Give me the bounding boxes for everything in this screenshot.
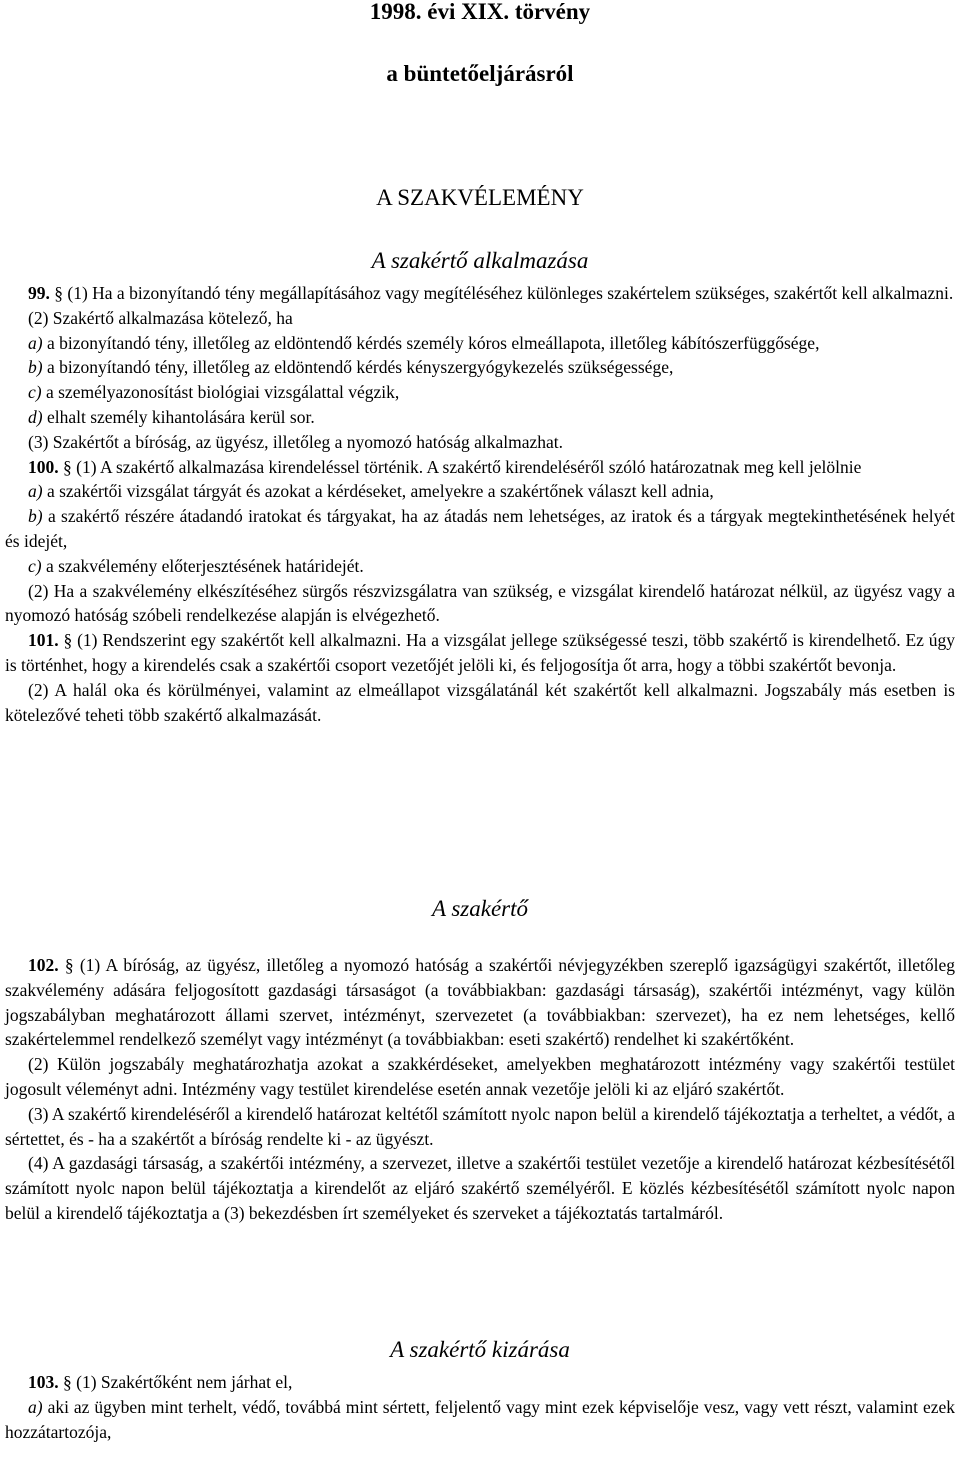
point-100-c: c) a szakvélemény előterjesztésének határidejét. xyxy=(28,555,364,576)
point-99-a: a) a bizonyítandó tény, illetőleg az eldöntendő kérdés személy kóros elmeállapota, illetőleg kábítószerfüggősége, xyxy=(28,332,820,353)
paragraph-103-1: 103. § (1) Szakértőként nem járhat el, xyxy=(28,1372,293,1392)
paragraph-99-3: (3) Szakértőt a bíróság, az ügyész, illetőleg a nyomozó hatóság alkalmazhat. xyxy=(28,431,564,452)
paragraph-100-1: 100. § (1) A szakértő alkalmazása kirendeléssel történik. A szakértő kirendeléséről szóló határozatnak meg kell jelölnie xyxy=(28,456,862,477)
section-title-szakerto-alkalmazasa: A szakértő alkalmazása xyxy=(371,248,589,273)
point-99-c: c) a személyazonosítást biológiai vizsgálattal végzik, xyxy=(28,382,400,403)
point-99-b: b) a bizonyítandó tény, illetőleg az eldöntendő kérdés kényszergyógykezelés szükségessége, xyxy=(28,357,674,378)
paragraph-101-1: 101. § (1) Rendszerint egy szakértőt kell alkalmazni. Ha a vizsgálat jellege szükségessé teszi, több szakértő is kirendelhető. Ez úgy is történhet, hogy a kirendelés csak a szakértői csoport vezetőjét jelöli ki, és feljogosítja őt arra, hogy a többi szakértőt bevonja. xyxy=(5,630,955,675)
law-subtitle: a büntetőeljárásról xyxy=(386,61,574,86)
part-title: A SZAKVÉLEMÉNY xyxy=(376,185,584,210)
paragraph-101-2: (2) A halál oka és körülményei, valamint az elmeállapot vizsgálatánál két szakértőt kell alkalmazni. Jogszabály más esetben is kötelezővé teheti több szakértő alkalmazását. xyxy=(5,679,955,725)
law-title: 1998. évi XIX. törvény xyxy=(369,0,591,24)
point-100-b: b) a szakértő részére átadandó iratokat és tárgyakat, ha az átadás nem lehetséges, az iratok és a tárgyak megtekinthetésének helyét és idejét, xyxy=(5,506,956,551)
section-number-101: 101. xyxy=(28,630,59,651)
section-number-100: 100. xyxy=(28,456,59,477)
paragraph-102-1: 102. § (1) A bíróság, az ügyész, illetőleg a nyomozó hatóság a szakértői névjegyzékben szereplő igazságügyi szakértőt, illetőleg szakvélemény adására feljogosított gazdasági társaságot (a továbbiakban: gazdasági társaság), szakértői intézményt, vagy külön jogszabályban meghatározott állami szervet, intézményt, szervezetet (a továbbiakban: szervezet), ha ez nem lehetséges, kellő szakértelemmel rendelkező személyt vagy intézményt (a továbbiakban: eseti szakértő) rendelhet ki szakértőként. xyxy=(5,955,955,1050)
point-99-d: d) elhalt személy kihantolására kerül sor. xyxy=(28,406,315,427)
section-body-99-101 xyxy=(5,281,955,727)
paragraph-102-4: (4) A gazdasági társaság, a szakértői intézmény, a szervezet, illetve a szakértői testület vezetője a kirendelő határozat kézbesítésétől számított nyolc napon belül tájékoztatja a kirendelőt az eljáró szakértő személyéről. E közlés kézbesítésétől számított nyolc napon belül a kirendelő tájékoztatja a (3) bekezdésben írt személyeket és szerveket a tájékoztatás tartalmáról. xyxy=(5,1153,955,1223)
section-title-szakerto-kizarasa: A szakértő kizárása xyxy=(390,1337,570,1362)
point-100-a: a) a szakértői vizsgálat tárgyát és azokat a kérdéseket, amelyekre a szakértőnek választ kell adnia, xyxy=(28,481,714,502)
point-103-a: a) aki az ügyben mint terhelt, védő, továbbá mint sértett, feljelentő vagy mint ezek képviselője vesz, vagy vett részt, valamint ezek hozzátartozója, xyxy=(5,1396,955,1442)
section-number-103: 103. xyxy=(28,1372,59,1392)
section-title-a-szakerto: A szakértő xyxy=(431,896,529,921)
paragraph-100-2: (2) Ha a szakvélemény elkészítéséhez sürgős részvizsgálatra van szükség, e vizsgálat kirendelő határozat nélkül, az ügyész vagy a nyomozó hatóság szóbeli rendelkezése alapján is elvégezhető. xyxy=(5,580,955,626)
paragraph-102-3: (3) A szakértő kirendeléséről a kirendelő határozat keltétől számított nyolc napon belül a kirendelő tájékoztatja a terheltet, a védőt, a sértettet, és - ha a szakértőt a bíróság rendelte ki - az ügyészt. xyxy=(5,1103,955,1149)
section-number-102: 102. xyxy=(28,955,59,975)
paragraph-102-2: (2) Külön jogszabály meghatározhatja azokat a szakkérdéseket, amelyekben meghatározott intézmény vagy szakértői testület jogosult véleményt adni. Intézmény vagy testület kirendelése esetén annak vezetője jelöli ki az eljáró szakértőt. xyxy=(5,1054,955,1099)
paragraph-99-2: (2) Szakértő alkalmazása kötelező, ha xyxy=(28,307,293,328)
paragraph-99-1: 99. § (1) Ha a bizonyítandó tény megállapításához vagy megítéléséhez különleges szakértelem szükséges, szakértőt kell alkalmazni. xyxy=(28,283,954,303)
section-body-103 xyxy=(5,1370,955,1444)
section-body-102 xyxy=(5,953,955,1226)
section-number-99: 99. xyxy=(28,283,50,303)
